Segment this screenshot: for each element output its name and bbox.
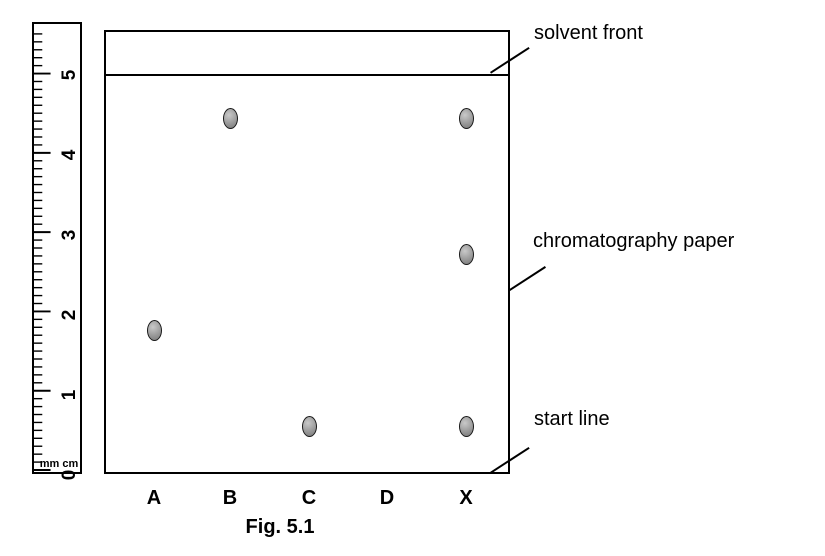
chromatography-paper-leader-line <box>508 266 546 292</box>
spot-c-1 <box>302 416 317 437</box>
chromatography-paper <box>104 30 510 509</box>
spot-x-3 <box>459 108 474 129</box>
lane-label-x: X <box>459 487 473 509</box>
ruler-cm-label-5: 5 <box>59 69 80 81</box>
ruler-cm-label-0: 0 <box>59 469 80 481</box>
solvent-front-line <box>106 74 508 76</box>
ruler-unit-label: mm cm <box>39 458 79 470</box>
spot-x-2 <box>459 244 474 265</box>
figure-caption: Fig. 5.1 <box>245 516 315 538</box>
lane-label-a: A <box>146 487 162 509</box>
ruler-cm-label-1: 1 <box>59 389 80 401</box>
spot-x-1 <box>459 416 474 437</box>
spot-a-1 <box>147 320 162 341</box>
callout-chromatography-paper: chromatography paper <box>533 230 735 252</box>
callout-solvent-front: solvent front <box>534 22 643 44</box>
lane-label-d: D <box>379 487 395 509</box>
ruler-cm-label-3: 3 <box>59 229 80 241</box>
ruler <box>32 22 82 481</box>
ruler-cm-label-2: 2 <box>59 309 80 321</box>
ruler-cm-label-4: 4 <box>59 149 80 161</box>
start-line <box>106 472 508 474</box>
lane-label-b: B <box>222 487 238 509</box>
lane-label-c: C <box>301 487 317 509</box>
callout-start-line: start line <box>534 408 610 430</box>
spot-b-1 <box>223 108 238 129</box>
